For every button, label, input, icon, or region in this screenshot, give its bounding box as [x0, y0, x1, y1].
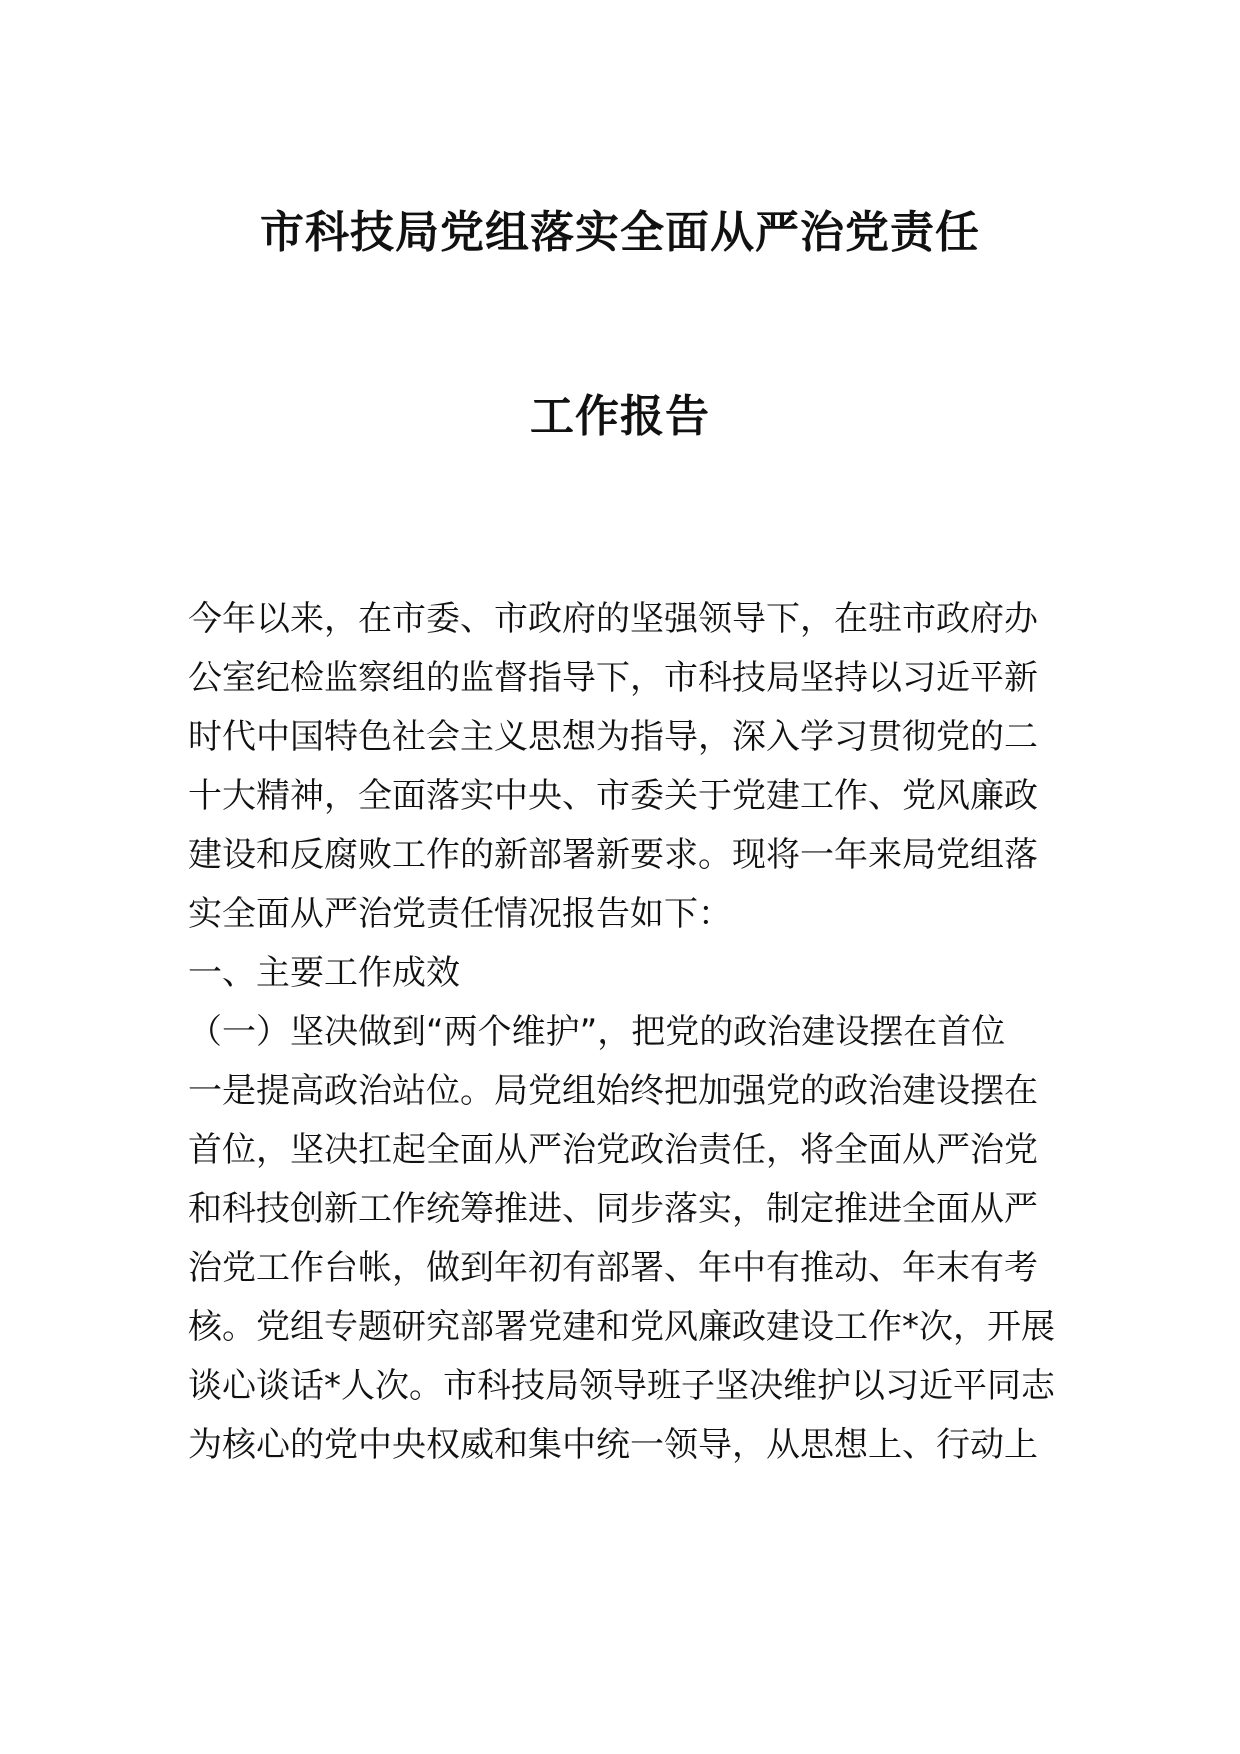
- paragraph-point-1-line-6: 谈心谈话*人次。市科技局领导班子坚决维护以习近平同志: [188, 1366, 1055, 1406]
- paragraph-intro-line-2: 公室纪检监察组的监督指导下，市科技局坚持以习近平新: [188, 658, 1038, 698]
- paragraph-intro-line-4: 十大精神，全面落实中央、市委关于党建工作、党风廉政: [188, 776, 1038, 816]
- paragraph-intro-line-1: 今年以来，在市委、市政府的坚强领导下，在驻市政府办: [188, 599, 1038, 639]
- paragraph-point-1-line-4: 治党工作台帐，做到年初有部署、年中有推动、年末有考: [188, 1248, 1038, 1288]
- document-title-line-2: 工作报告: [530, 391, 710, 442]
- paragraph-intro-line-5: 建设和反腐败工作的新部署新要求。现将一年来局党组落: [188, 835, 1038, 875]
- paragraph-point-1-line-5: 核。党组专题研究部署党建和党风廉政建设工作*次，开展: [188, 1307, 1055, 1347]
- section-heading-1: 一、主要工作成效: [188, 953, 460, 993]
- paragraph-point-1-line-1: 一是提高政治站位。局党组始终把加强党的政治建设摆在: [188, 1071, 1038, 1111]
- paragraph-point-1-line-2: 首位，坚决扛起全面从严治党政治责任，将全面从严治党: [188, 1130, 1038, 1170]
- paragraph-intro-line-3: 时代中国特色社会主义思想为指导，深入学习贯彻党的二: [188, 717, 1038, 757]
- subsection-heading-1: （一）坚决做到“两个维护”，把党的政治建设摆在首位: [188, 1012, 1006, 1052]
- paragraph-point-1-line-7: 为核心的党中央权威和集中统一领导，从思想上、行动上: [188, 1425, 1038, 1465]
- paragraph-intro-line-6: 实全面从严治党责任情况报告如下：: [188, 894, 732, 934]
- paragraph-point-1-line-3: 和科技创新工作统筹推进、同步落实，制定推进全面从严: [188, 1189, 1038, 1229]
- document-title-line-1: 市科技局党组落实全面从严治党责任: [260, 207, 980, 258]
